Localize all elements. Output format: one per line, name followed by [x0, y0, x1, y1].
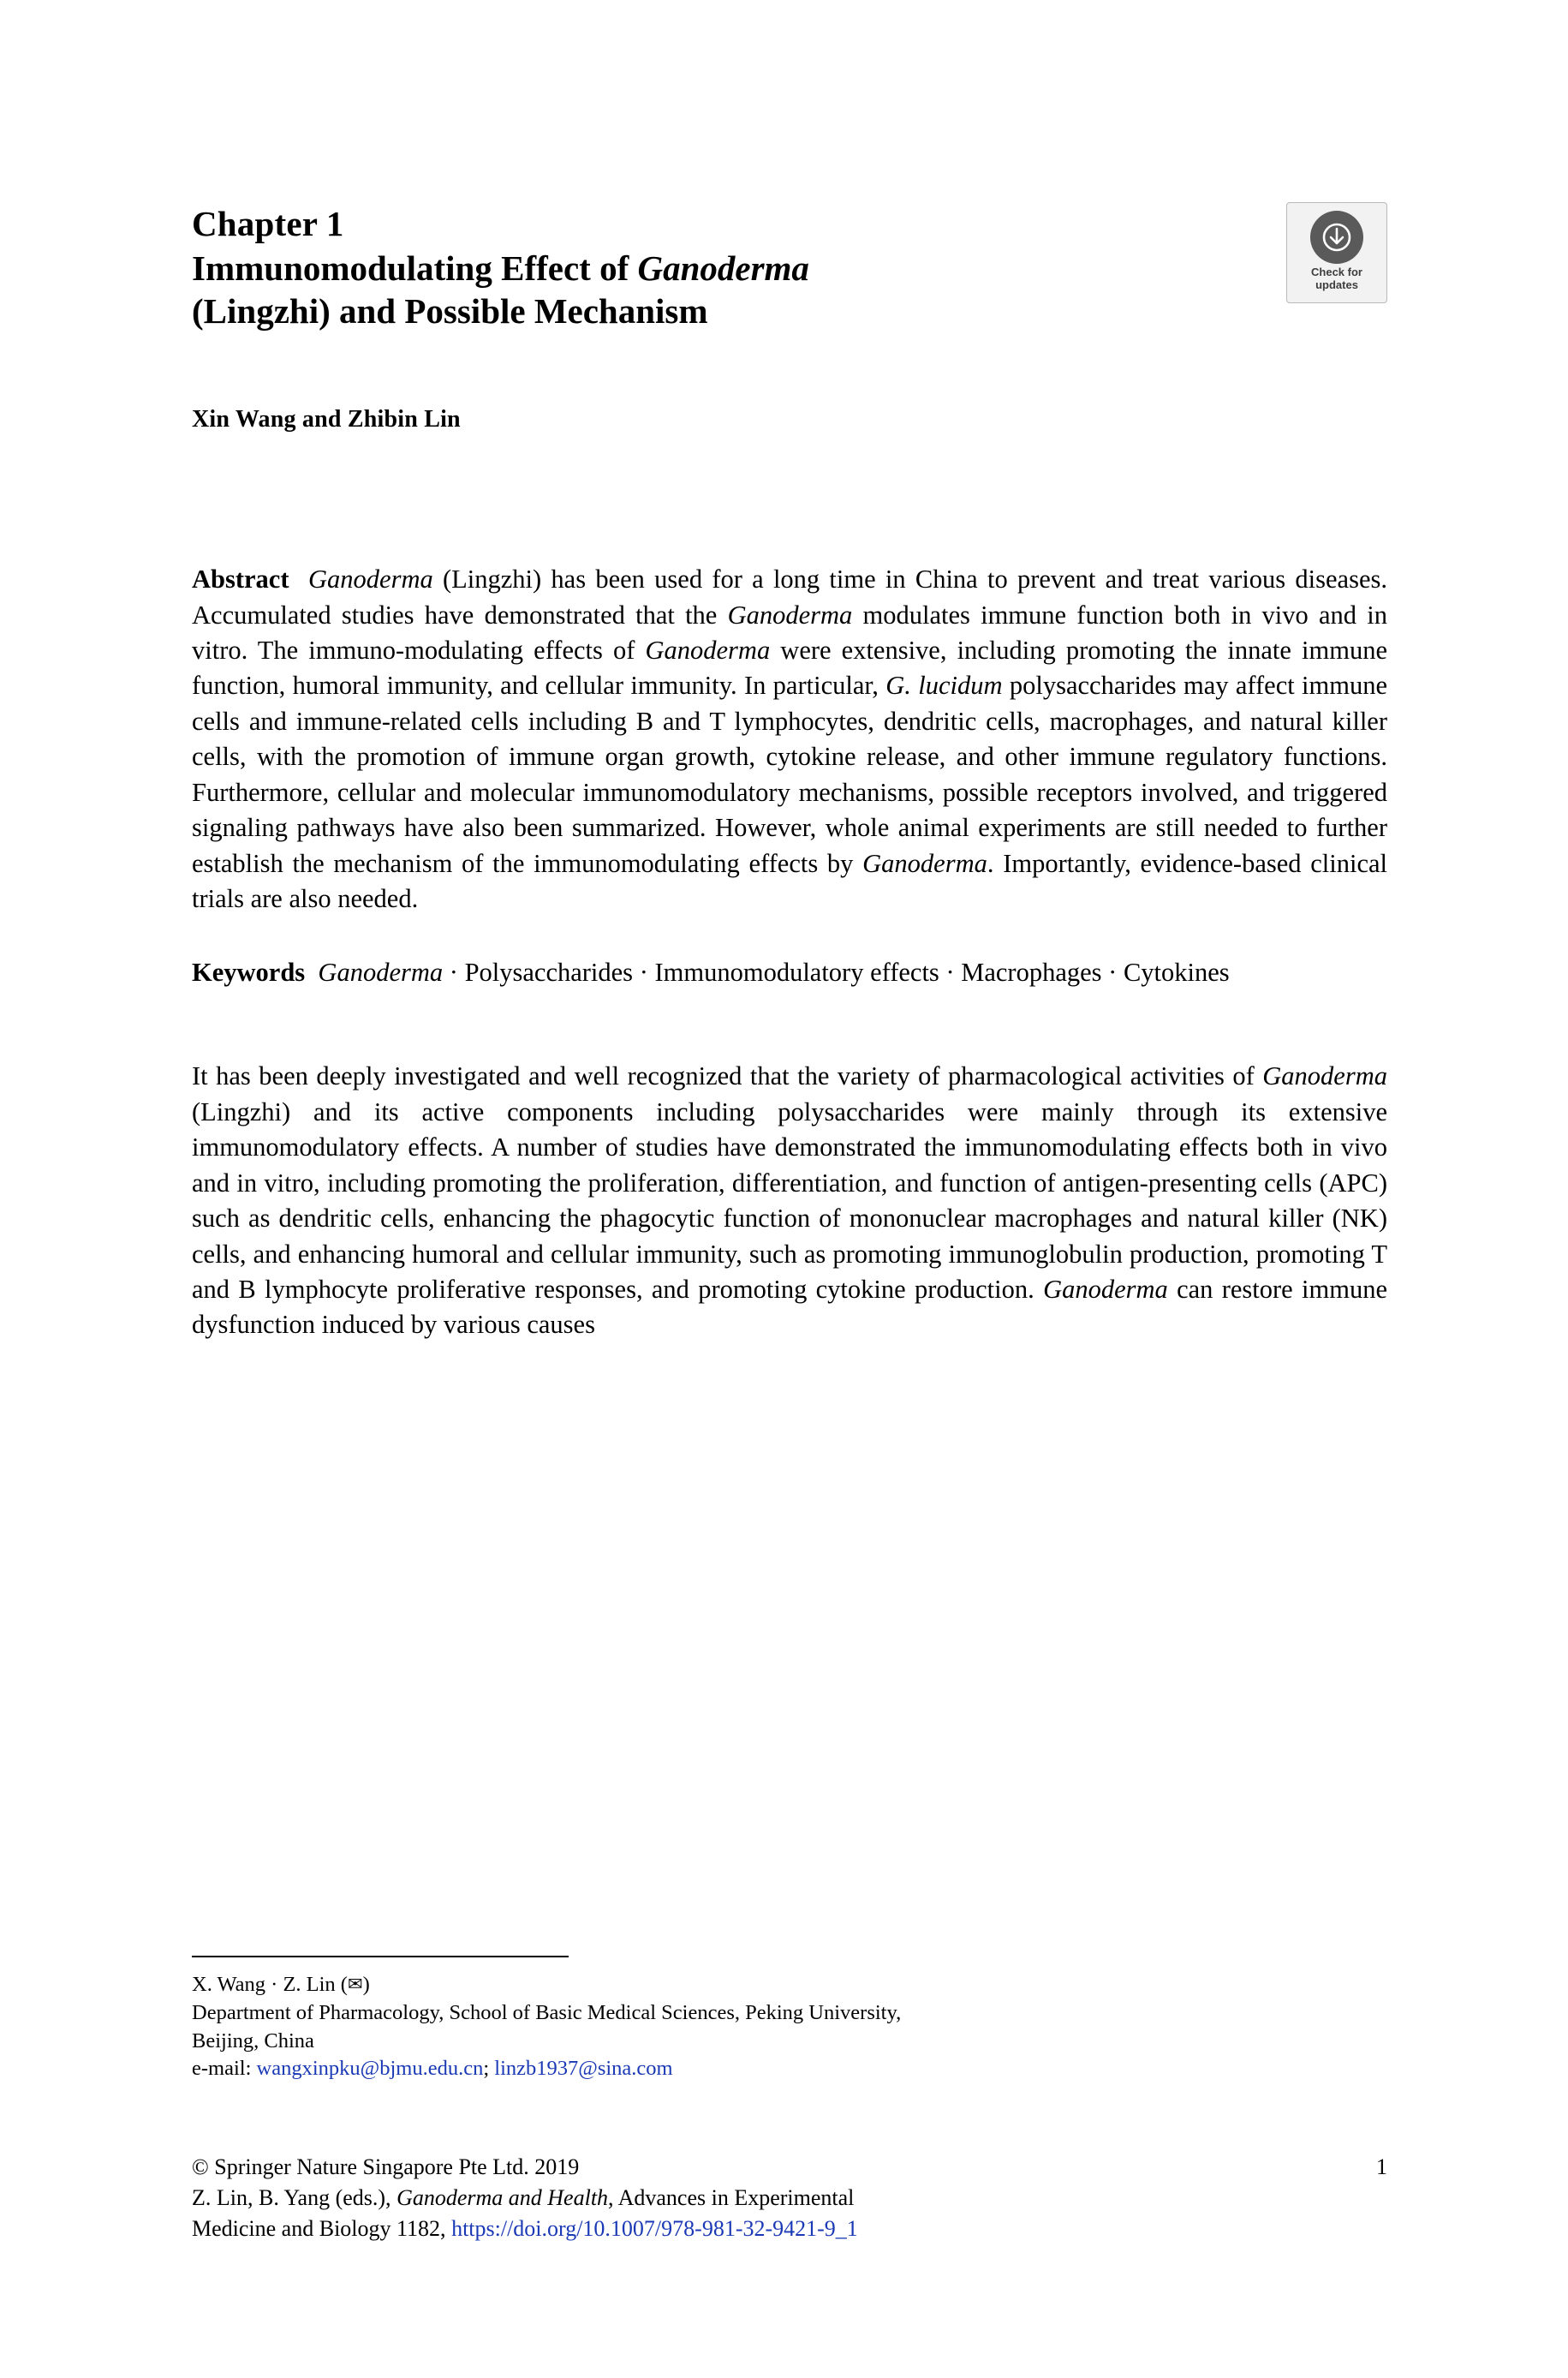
footnote-affiliation-line-1: Department of Pharmacology, School of Basic Medical Sciences, Peking University,	[192, 2000, 902, 2024]
abstract-text-2: (Lingzhi) has been used for a long time in China to prevent and treat various diseases. Accumulated studies have demonstrated that the	[192, 565, 1387, 630]
keyword-5: Cytokines	[1123, 957, 1230, 987]
abstract-text-9: Ganoderma	[862, 848, 987, 878]
abstract-label: Abstract	[192, 565, 289, 594]
keyword-2: Polysaccharides	[464, 957, 634, 987]
footnote-rule	[192, 1956, 569, 1957]
body-text-d: Ganoderma	[1043, 1275, 1168, 1305]
footnote	[192, 1956, 1387, 2083]
copyright-line-2	[192, 2183, 1387, 2214]
body-paragraph-1	[192, 1059, 1387, 1343]
copyright-block	[192, 2152, 1387, 2244]
check-for-updates-icon	[1310, 211, 1363, 264]
keyword-sep-2: ·	[633, 957, 655, 987]
footnote-authors-text: X. Wang · Z. Lin (	[192, 1973, 348, 1996]
keyword-3: Immunomodulatory effects	[654, 957, 939, 987]
keyword-1: Ganoderma	[318, 957, 444, 987]
abstract-text-8: polysaccharides may affect immune cells and immune-related cells including B and T lymphocytes, dendritic cells, macrophages, and natural killer cells, with the promotion of immune organ growth, cytokine release, and other immune regulatory functions. Furthermore, cellular and molecular immunomodulatory mechanisms, possible receptors involved, and triggered signaling pathways have also been summarized. However, whole animal experiments are still needed to further establish the mechanism of the immunomodulating effects by	[192, 671, 1387, 878]
abstract-text-6: were extensive, including promoting the innate immune function, humoral immunity, and cellular immunity. In particular,	[192, 635, 1387, 701]
keyword-4: Macrophages	[961, 957, 1102, 987]
footnote-email-line	[192, 2055, 1387, 2083]
chapter-label: Chapter 1	[192, 204, 344, 243]
body-text-a: It has been deeply investigated and well recognized that the variety of pharmacological activities of	[192, 1061, 1263, 1091]
badge-line-2: updates	[1315, 278, 1358, 291]
authors: Xin Wang and Zhibin Lin	[192, 406, 461, 433]
title-italic: Ganoderma	[637, 248, 809, 289]
keyword-sep-4: ·	[1101, 957, 1124, 987]
keyword-sep-1: ·	[443, 957, 465, 987]
keyword-sep-3: ·	[939, 957, 962, 987]
abstract-text-10: . Importantly, evidence-based clinical trials are also needed.	[192, 848, 1388, 914]
abstract	[192, 562, 1387, 917]
check-for-updates-label	[1311, 266, 1362, 292]
abstract-text-1: Ganoderma	[308, 565, 433, 594]
title-part-2: (Lingzhi) and Possible Mechanism	[192, 291, 708, 332]
keywords-label: Keywords	[192, 957, 306, 987]
abstract-text-7: G. lucidum	[885, 671, 1003, 701]
body-text-c: (Lingzhi) and its active components including polysaccharides were mainly through its extensive immunomodulatory effects. A number of studies have demonstrated the immunomodulating effects both in vivo and in vitro, including promoting the proliferation, differentiation, and function of antigen-presenting cells (APC) such as dendritic cells, enhancing the phagocytic function of mononuclear macrophages and natural killer (NK) cells, and enhancing humoral and cellular immunity, such as promoting immunoglobulin production, promoting T and B lymphocyte proliferative responses, and promoting cytokine production.	[192, 1096, 1387, 1305]
check-for-updates-badge[interactable]	[1286, 202, 1387, 303]
copyright-line-1: © Springer Nature Singapore Pte Ltd. 2019	[192, 2154, 580, 2179]
abstract-text-3: Ganoderma	[727, 600, 853, 630]
article-header	[192, 202, 1387, 1343]
email-link-2[interactable]: linzb1937@sina.com	[494, 2057, 673, 2081]
keywords	[192, 955, 1387, 990]
email-link-1[interactable]: wangxinpku@bjmu.edu.cn	[256, 2057, 484, 2081]
footnote-authors	[192, 1971, 1387, 1999]
body-text-e: can restore immune dysfunction induced by various causes	[192, 1275, 1387, 1340]
email-label: e-mail:	[192, 2057, 257, 2081]
body-text-b: Ganoderma	[1262, 1061, 1387, 1091]
copyright-line-2-a: Z. Lin, B. Yang (eds.),	[192, 2184, 397, 2210]
page-title	[192, 247, 1262, 332]
envelope-icon: ✉	[347, 1974, 363, 1994]
copyright-line-3	[192, 2214, 1387, 2244]
copyright-book-title: Ganoderma and Health	[396, 2184, 609, 2210]
badge-line-1: Check for	[1311, 266, 1362, 278]
page-number: 1	[1376, 2154, 1387, 2179]
doi-link[interactable]: https://doi.org/10.1007/978-981-32-9421-9_1	[451, 2215, 858, 2241]
title-part-1: Immunomodulating Effect of	[192, 248, 638, 289]
footnote-affiliation-line-2: Beijing, China	[192, 2028, 314, 2052]
footnote-authors-end: )	[362, 1973, 370, 1996]
abstract-text-5: Ganoderma	[645, 635, 771, 665]
copyright-line-3-a: Medicine and Biology 1182,	[192, 2215, 452, 2241]
copyright-line-2-b: , Advances in Experimental	[608, 2184, 855, 2210]
email-separator: ;	[483, 2057, 495, 2081]
abstract-text-4: modulates immune function both in vivo and in vitro. The immuno-modulating effects of	[192, 600, 1387, 665]
